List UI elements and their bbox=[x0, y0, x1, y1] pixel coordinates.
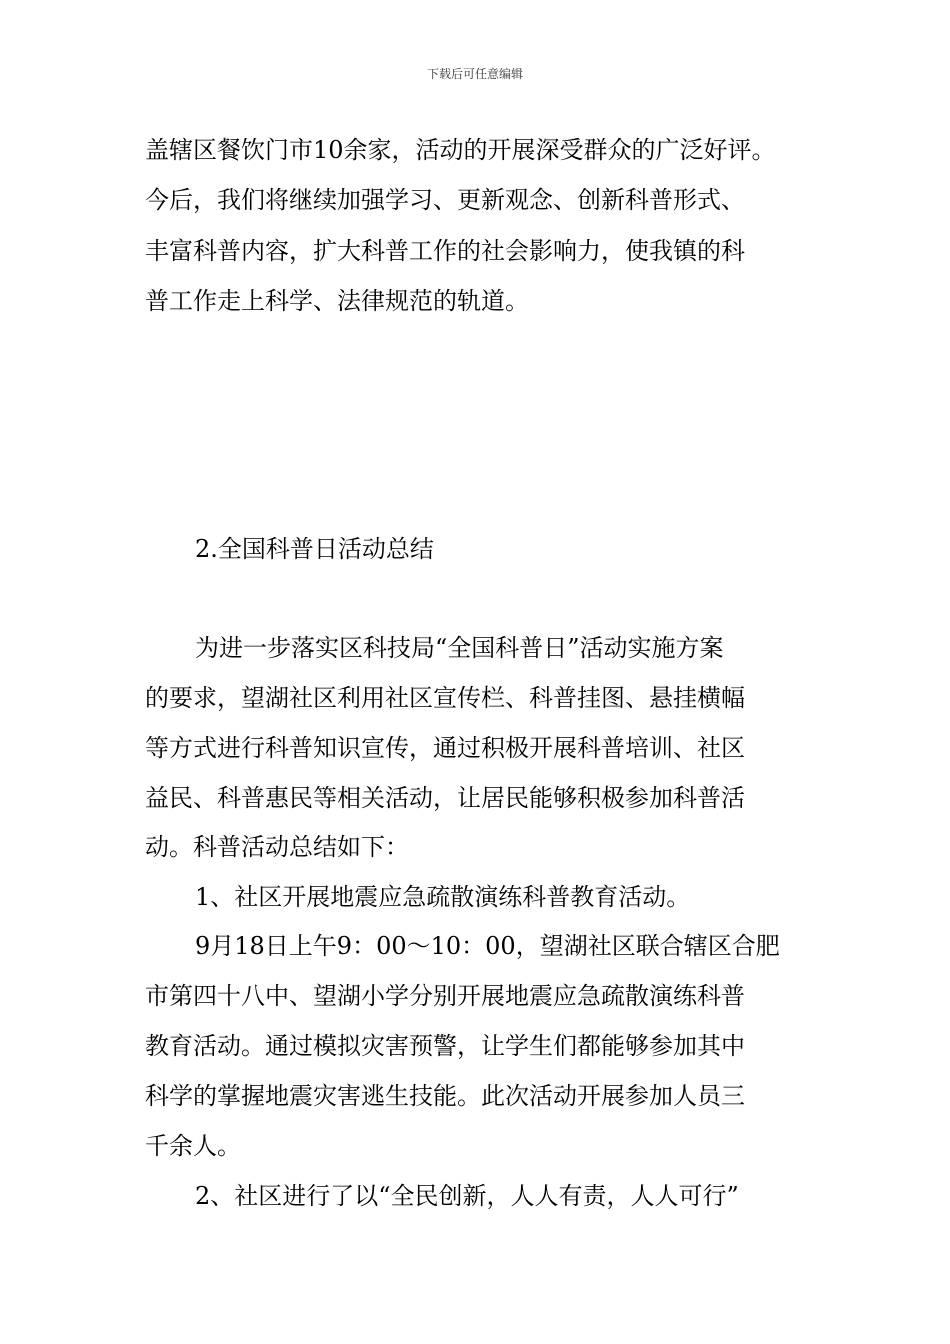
paragraph-3-line-4: 科学的掌握地震灾害逃生技能。此次活动开展参加人员三 bbox=[145, 1082, 745, 1110]
paragraph-1-line-4: 普工作走上科学、法律规范的轨道。 bbox=[145, 287, 529, 315]
paragraph-2-line-2: 的要求，望湖社区利用社区宣传栏、科普挂图、悬挂横幅 bbox=[145, 684, 745, 712]
paragraph-2-line-5: 动。科普活动总结如下： bbox=[145, 833, 409, 861]
page-header: 下载后可任意编辑 bbox=[426, 67, 523, 81]
paragraph-2-line-4: 益民、科普惠民等相关活动，让居民能够积极参加科普活 bbox=[145, 784, 745, 812]
paragraph-2-line-1: 为进一步落实区科技局“全国科普日”活动实施方案 bbox=[195, 634, 724, 662]
paragraph-3-line-5: 千余人。 bbox=[145, 1132, 241, 1160]
paragraph-1-line-2: 今后，我们将继续加强学习、更新观念、创新科普形式、 bbox=[145, 186, 745, 214]
list-item-2: 2、社区进行了以“全民创新，人人有责，人人可行” bbox=[195, 1182, 739, 1210]
paragraph-1-line-1: 盖辖区餐饮门市10余家，活动的开展深受群众的广泛好评。 bbox=[145, 136, 776, 164]
section-heading: 2.全国科普日活动总结 bbox=[195, 535, 434, 563]
list-item-1: 1、社区开展地震应急疏散演练科普教育活动。 bbox=[195, 883, 691, 911]
paragraph-2-line-3: 等方式进行科普知识宣传，通过积极开展科普培训、社区 bbox=[145, 734, 745, 762]
paragraph-1-line-3: 丰富科普内容，扩大科普工作的社会影响力，使我镇的科 bbox=[145, 237, 745, 265]
paragraph-3-line-2: 市第四十八中、望湖小学分别开展地震应急疏散演练科普 bbox=[145, 982, 745, 1010]
paragraph-3-line-3: 教育活动。通过模拟灾害预警，让学生们都能够参加其中 bbox=[145, 1032, 745, 1060]
paragraph-3-line-1: 9月18日上午9：00～10：00，望湖社区联合辖区合肥 bbox=[195, 932, 780, 960]
